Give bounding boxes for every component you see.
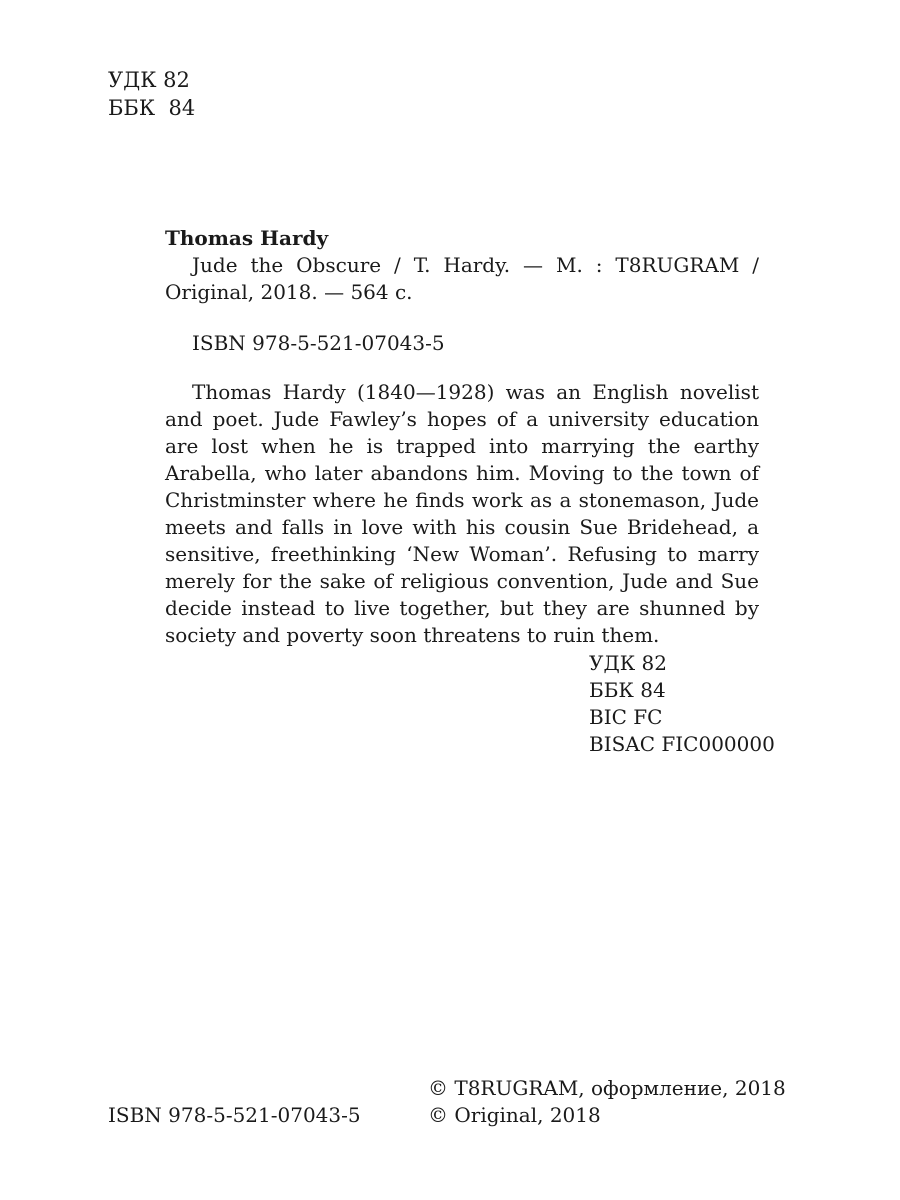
bic-code: BIC FC xyxy=(589,705,663,729)
bisac-code: BISAC FIC000000 xyxy=(589,732,775,756)
copyright-original: © Original, 2018 xyxy=(428,1103,601,1127)
bibliographic-description: Jude the Obscure / T. Hardy. — М. : T8RUGRAM / Original, 2018. — 564 с. xyxy=(165,253,759,304)
header-classification-codes xyxy=(108,66,195,122)
classification-codes xyxy=(589,650,775,758)
author-name: Thomas Hardy xyxy=(165,226,329,250)
copyright-design: © T8RUGRAM, оформление, 2018 xyxy=(428,1076,786,1100)
header-udk-code: УДК 82 xyxy=(108,68,190,92)
footer-isbn: ISBN 978-5-521-07043-5 xyxy=(108,1103,361,1127)
header-bbk-code: ББК 84 xyxy=(108,96,196,120)
bbk-code: ББК 84 xyxy=(589,678,666,702)
record-isbn: ISBN 978-5-521-07043-5 xyxy=(192,331,445,355)
copyright-block xyxy=(428,1075,786,1129)
udk-code: УДК 82 xyxy=(589,651,667,675)
bibliographic-record xyxy=(165,224,759,669)
book-annotation: Thomas Hardy (1840—1928) was an English novelist and poet. Jude Fawley’s hopes of a university education are lost when he is trapped into marrying the earthy Arabella, who later abandons him. Moving to the town of Christminster where he finds work as a stonemason, Jude meets and falls in love with his cousin Sue Bridehead, a sensitive, freethinking ‘New Woman’. Refusing to marry merely for the sake of religious convention, Jude and Sue decide instead to live together, but they are shunned by society and poverty soon threatens to ruin them. xyxy=(165,380,759,647)
